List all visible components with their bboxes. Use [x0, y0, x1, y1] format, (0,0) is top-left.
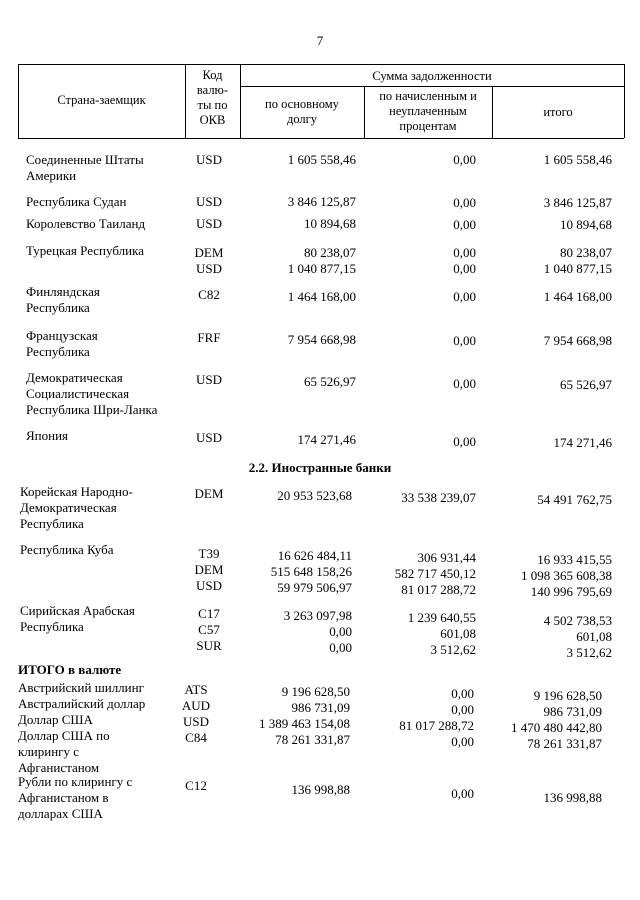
interest-cell: 33 538 239,07 [401, 490, 476, 505]
principal-cell: 16 626 484,11 515 648 158,26 59 979 506,97 [270, 548, 352, 595]
principal-cell: 65 526,97 [304, 374, 356, 389]
currency-code-cell: C82 [198, 287, 220, 302]
header-country: Страна-заемщик [57, 93, 146, 107]
currency-name-cell: Доллар США [18, 712, 93, 727]
country-cell: Япония [26, 428, 69, 443]
total-cell: 7 954 668,98 [543, 333, 612, 348]
header-debt-sum: Сумма задолженности [372, 69, 492, 83]
currency-code-cell: USD [195, 216, 222, 231]
country-cell: Сирийская Арабская Республика [20, 603, 135, 634]
total-cell: 9 196 628,50 [533, 688, 602, 703]
principal-cell: 1 605 558,46 [287, 152, 356, 167]
currency-code-cell: USD [195, 430, 222, 445]
currency-code-cell: USD [182, 714, 209, 729]
total-cell: 4 502 738,53 601,08 3 512,62 [543, 613, 612, 660]
principal-cell: 174 271,46 [297, 432, 356, 447]
currency-code-cell: DEM USD [194, 245, 224, 276]
total-cell: 3 846 125,87 [543, 195, 612, 210]
interest-cell: 0,00 0,00 [453, 245, 476, 276]
country-cell: Республика Куба [20, 542, 114, 557]
currency-name-cell: Рубли по клирингу с Афганистаном в долларах США [18, 774, 133, 821]
interest-cell: 0,00 [453, 434, 476, 449]
country-cell: Финляндская Республика [26, 284, 100, 315]
principal-cell: 9 196 628,50 [281, 684, 350, 699]
principal-cell: 80 238,07 1 040 877,15 [287, 245, 356, 276]
currency-code-cell: USD [195, 152, 222, 167]
header-top-border [18, 64, 624, 65]
header-bottom-border [18, 138, 624, 139]
header-interest: по начисленным и неуплаченным процентам [379, 89, 477, 133]
interest-cell: 0,00 [451, 686, 474, 701]
principal-cell: 3 846 125,87 [287, 194, 356, 209]
country-cell: Корейская Народно- Демократическая Республика [20, 484, 133, 531]
country-cell: Турецкая Республика [26, 243, 144, 258]
total-cell: 1 464 168,00 [543, 289, 612, 304]
interest-cell: 0,00 [451, 786, 474, 801]
country-cell: Соединенные Штаты Америки [26, 152, 144, 183]
interest-cell: 0,00 [453, 289, 476, 304]
total-cell: 65 526,97 [560, 377, 612, 392]
total-cell: 136 998,88 [543, 790, 602, 805]
country-cell: Королевство Таиланд [26, 216, 146, 231]
interest-cell: 306 931,44 582 717 450,12 81 017 288,72 [394, 550, 476, 597]
country-cell: Демократическая Социалистическая Республика Шри-Ланка [26, 370, 158, 417]
principal-cell: 986 731,09 [291, 700, 350, 715]
principal-cell: 1 464 168,00 [287, 289, 356, 304]
interest-cell: 0,00 [451, 734, 474, 749]
interest-cell: 0,00 [451, 702, 474, 717]
interest-cell: 1 239 640,55 601,08 3 512,62 [407, 610, 476, 657]
total-cell: 174 271,46 [553, 435, 612, 450]
interest-cell: 0,00 [453, 195, 476, 210]
page-number: 7 [316, 33, 324, 48]
total-cell: 78 261 331,87 [527, 736, 602, 751]
total-cell: 1 605 558,46 [543, 152, 612, 167]
currency-name-cell: Австралийский доллар [18, 696, 146, 711]
section-title: 2.2. Иностранные банки [248, 460, 392, 475]
interest-cell: 0,00 [453, 152, 476, 167]
currency-code-cell: USD [195, 372, 222, 387]
country-cell: Республика Судан [26, 194, 127, 209]
interest-cell: 81 017 288,72 [399, 718, 474, 733]
header-total: итого [543, 105, 573, 119]
principal-cell: 10 894,68 [304, 216, 356, 231]
principal-cell: 3 263 097,98 0,00 0,00 [283, 608, 352, 655]
principal-cell: 1 389 463 154,08 [259, 716, 350, 731]
total-cell: 10 894,68 [560, 217, 612, 232]
currency-code-cell: FRF [197, 330, 221, 345]
header-principal: по основному долгу [265, 97, 339, 126]
currency-code-cell: DEM [194, 486, 224, 501]
country-cell: Французская Республика [26, 328, 98, 359]
header-right-border [624, 64, 625, 138]
total-cell: 80 238,07 1 040 877,15 [543, 245, 612, 276]
principal-cell: 20 953 523,68 [277, 488, 352, 503]
totals-title: ИТОГО в валюте [18, 662, 122, 677]
total-cell: 54 491 762,75 [537, 492, 612, 507]
currency-code-cell: C17 C57 SUR [196, 606, 222, 653]
total-cell: 16 933 415,55 1 098 365 608,38 140 996 795,69 [521, 552, 612, 599]
principal-cell: 136 998,88 [291, 782, 350, 797]
currency-name-cell: Австрийский шиллинг [18, 680, 144, 695]
currency-code-cell: ATS [184, 682, 208, 697]
principal-cell: 7 954 668,98 [287, 332, 356, 347]
interest-cell: 0,00 [453, 333, 476, 348]
currency-name-cell: Доллар США по клирингу с Афганистаном [18, 728, 110, 775]
currency-code-cell: C84 [185, 730, 207, 745]
interest-cell: 0,00 [453, 217, 476, 232]
currency-code-cell: USD [195, 194, 222, 209]
header-code: Код валю- ты по ОКВ [196, 68, 229, 127]
currency-code-cell: AUD [181, 698, 211, 713]
currency-code-cell: T39 DEM USD [194, 546, 224, 593]
currency-code-cell: C12 [185, 778, 207, 793]
total-cell: 986 731,09 [543, 704, 602, 719]
principal-cell: 78 261 331,87 [275, 732, 350, 747]
interest-cell: 0,00 [453, 376, 476, 391]
total-cell: 1 470 480 442,80 [511, 720, 602, 735]
header-mid-border [240, 86, 624, 87]
